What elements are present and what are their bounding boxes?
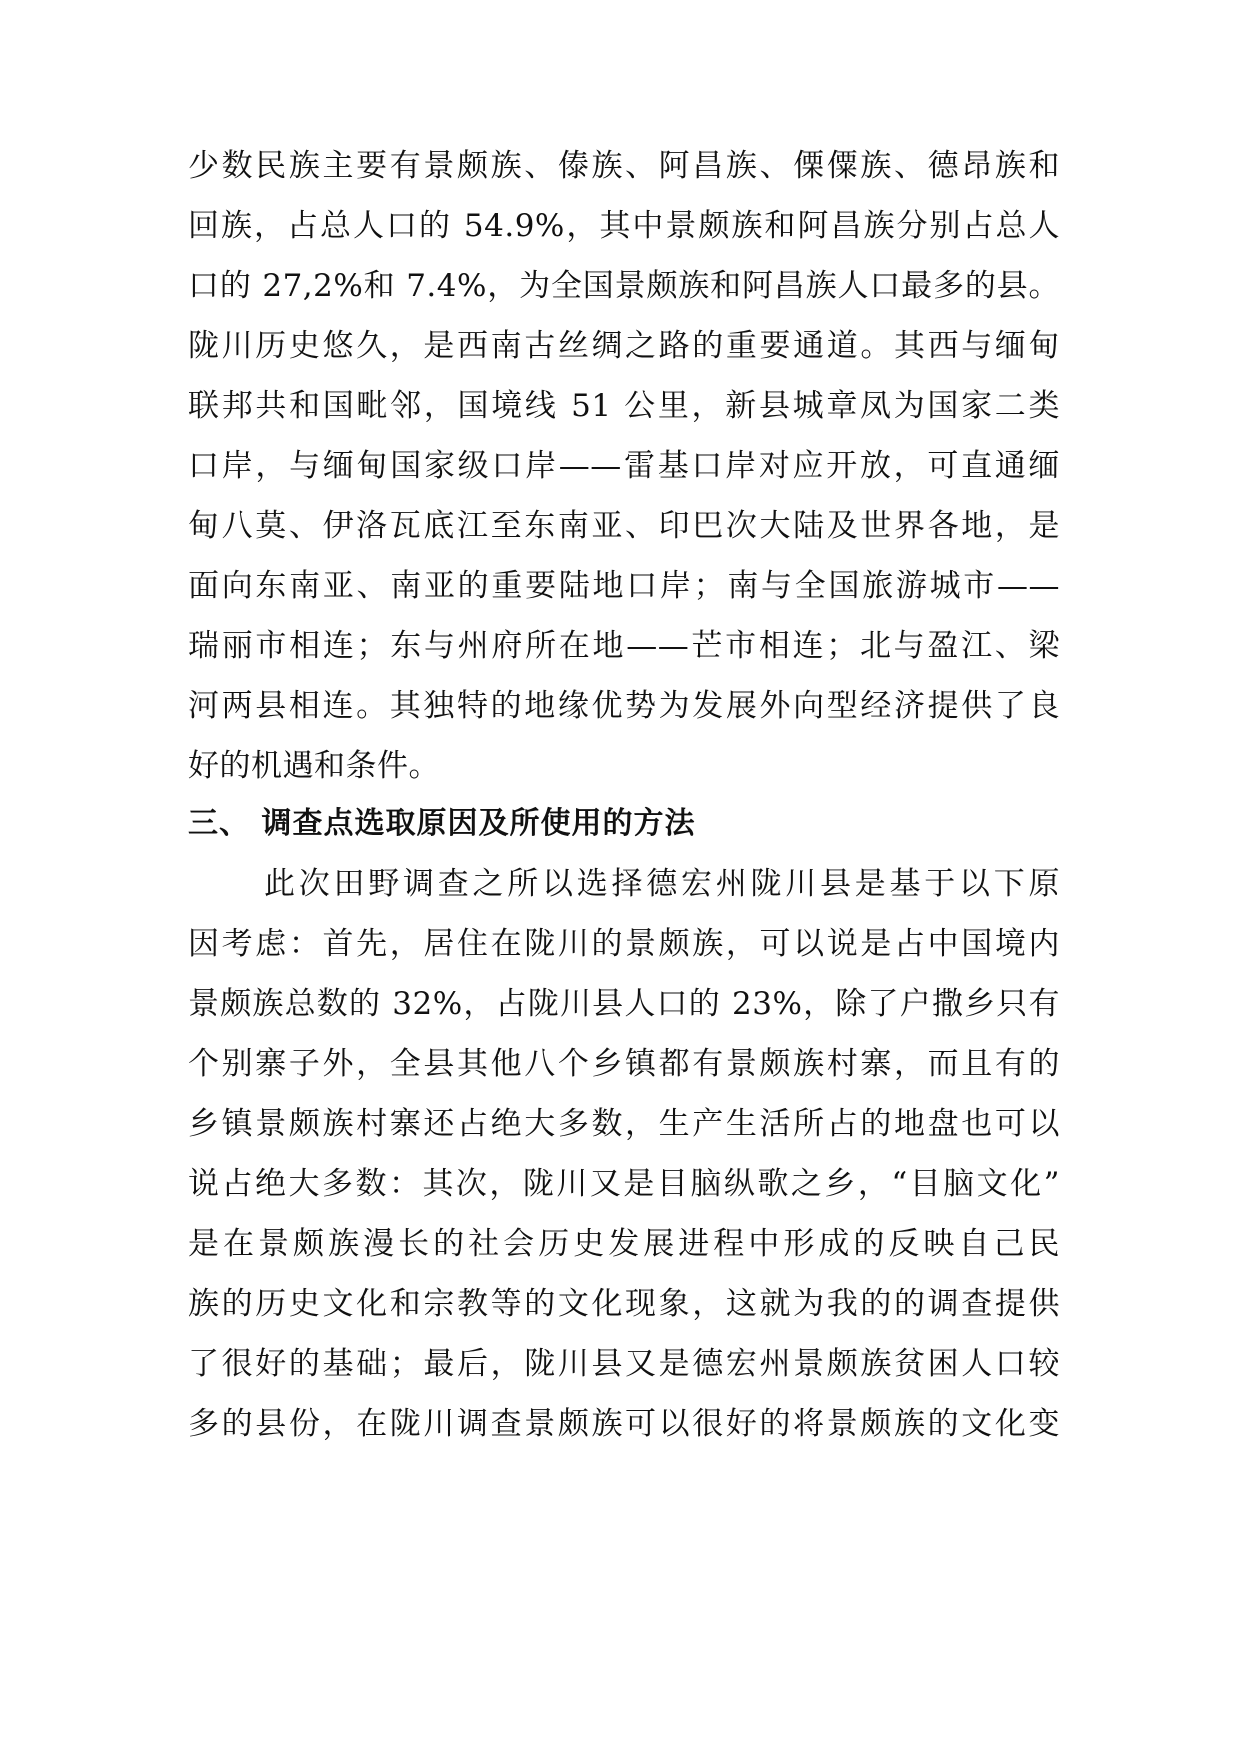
paragraph2-line-1: 此次田野调查之所以选择德宏州陇川县是基于以下原 xyxy=(264,866,1060,902)
paragraph1-line-5: 联邦共和国毗邻，国境线 51 公里，新县城章凤为国家二类 xyxy=(188,388,1060,424)
paragraph1-line-2: 回族，占总人口的 54.9%，其中景颇族和阿昌族分别占总人 xyxy=(188,208,1060,244)
paragraph2-line-6: 说占绝大多数：其次，陇川又是目脑纵歌之乡，“目脑文化” xyxy=(188,1166,1060,1202)
paragraph2-line-8: 族的历史文化和宗教等的文化现象，这就为我的的调查提供 xyxy=(188,1286,1060,1322)
paragraph2-line-2: 因考虑：首先，居住在陇川的景颇族，可以说是占中国境内 xyxy=(188,926,1060,962)
paragraph1-line-3: 口的 27,2%和 7.4%，为全国景颇族和阿昌族人口最多的县。 xyxy=(188,268,1060,304)
paragraph1-line-1: 少数民族主要有景颇族、傣族、阿昌族、傈僳族、德昂族和 xyxy=(188,148,1060,184)
paragraph2-line-3: 景颇族总数的 32%，占陇川县人口的 23%，除了户撒乡只有 xyxy=(188,986,1060,1022)
paragraph2-line-9: 了很好的基础；最后，陇川县又是德宏州景颇族贫困人口较 xyxy=(188,1346,1060,1382)
paragraph1-line-4: 陇川历史悠久，是西南古丝绸之路的重要通道。其西与缅甸 xyxy=(188,328,1060,364)
paragraph2-line-5: 乡镇景颇族村寨还占绝大多数，生产生活所占的地盘也可以 xyxy=(188,1106,1060,1142)
section-heading: 三、 调查点选取原因及所使用的方法 xyxy=(188,806,696,841)
paragraph2-line-7: 是在景颇族漫长的社会历史发展进程中形成的反映自己民 xyxy=(188,1226,1060,1262)
paragraph1-line-6: 口岸，与缅甸国家级口岸——雷基口岸对应开放，可直通缅 xyxy=(188,448,1060,484)
paragraph1-line-11: 好的机遇和条件。 xyxy=(188,748,440,784)
paragraph2-line-10: 多的县份，在陇川调查景颇族可以很好的将景颇族的文化变 xyxy=(188,1406,1060,1442)
paragraph2-line-4: 个别寨子外，全县其他八个乡镇都有景颇族村寨，而且有的 xyxy=(188,1046,1060,1082)
paragraph1-line-9: 瑞丽市相连；东与州府所在地——芒市相连；北与盈江、梁 xyxy=(188,628,1060,664)
paragraph1-line-8: 面向东南亚、南亚的重要陆地口岸；南与全国旅游城市—— xyxy=(188,568,1060,604)
paragraph1-line-7: 甸八莫、伊洛瓦底江至东南亚、印巴次大陆及世界各地，是 xyxy=(188,508,1060,544)
paragraph1-line-10: 河两县相连。其独特的地缘优势为发展外向型经济提供了良 xyxy=(188,688,1060,724)
